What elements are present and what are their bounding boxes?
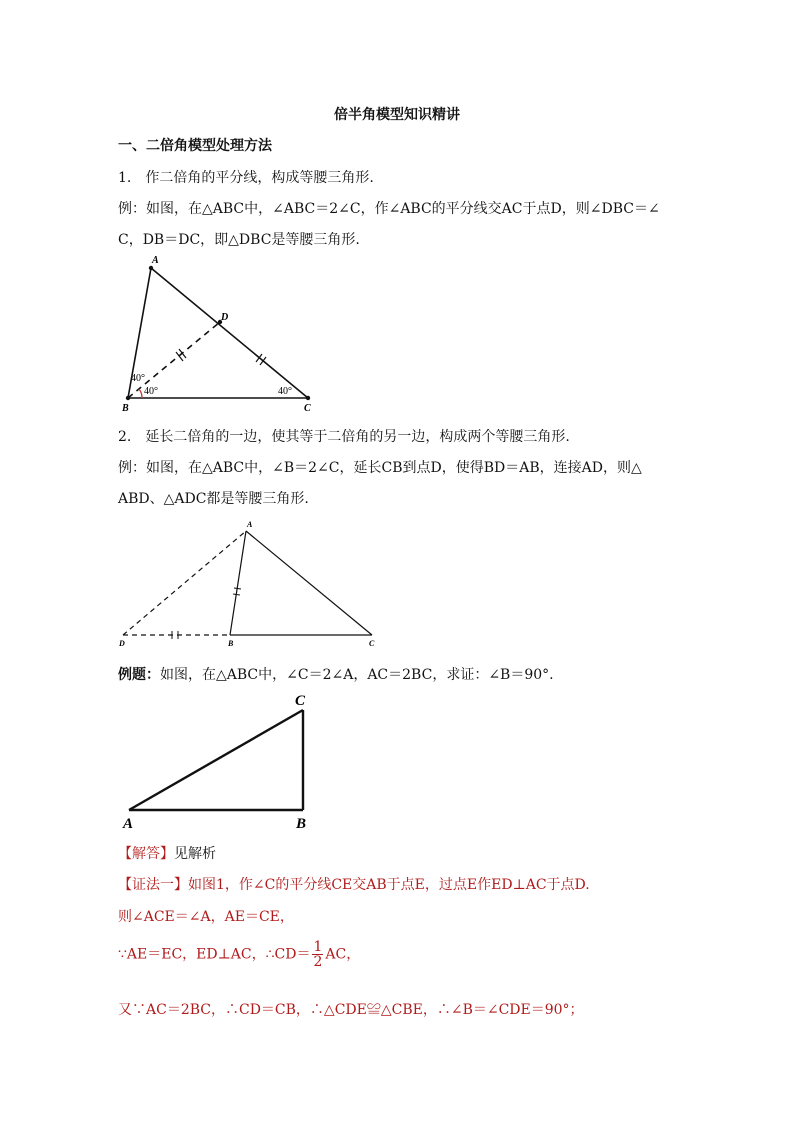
page-title: 倍半角模型知识精讲 [334, 107, 460, 123]
label-a: A [247, 520, 253, 529]
label-b: B [122, 403, 129, 414]
proof-1-tag: 【证法一】 [118, 877, 188, 893]
label-c: C [369, 639, 375, 648]
proof-1-line-2: 则∠ACE＝∠A，AE＝CE， [118, 909, 294, 925]
angle-b-lower: 40° [144, 386, 158, 397]
section-heading: 一、二倍角模型处理方法 [118, 138, 272, 154]
angle-c: 40° [278, 386, 292, 397]
example-text: 如图，在△ABC中，∠C＝2∠A，AC＝2BC，求证：∠B＝90°. [160, 667, 554, 683]
method-1-text: 1. 作二倍角的平分线，构成等腰三角形. [118, 170, 374, 186]
label-c: C [304, 403, 311, 414]
method-2-text: 2. 延长二倍角的一边，使其等于二倍角的另一边，构成两个等腰三角形. [118, 429, 570, 445]
fraction-numerator: 1 [313, 939, 323, 955]
answer-tag: 【解答】 [118, 846, 174, 862]
answer-text: 见解析 [174, 846, 216, 862]
example-1-line-2: C，DB＝DC，即△DBC是等腰三角形. [118, 232, 360, 248]
label-b: B [296, 816, 307, 832]
proof-1-line-1 [118, 874, 590, 894]
fraction-one-half [312, 940, 323, 969]
label-a: A [123, 816, 134, 832]
label-a: A [152, 255, 159, 266]
proof-1-line-4: 又∵AC＝2BC，∴CD＝CB，∴△CDE≌△CBE，∴∠B＝∠CDE＝90°； [118, 1002, 584, 1018]
label-c: C [295, 693, 306, 709]
label-d: D [119, 639, 125, 648]
angle-b-upper: 40° [131, 373, 145, 384]
label-d: D [221, 312, 229, 323]
proof-1-text: 如图1，作∠C的平分线CE交AB于点E，过点E作ED⊥AC于点D. [188, 877, 590, 893]
fraction-denominator: 2 [313, 954, 323, 970]
example-label: 例题： [118, 667, 160, 683]
example-1-line-1: 例：如图，在△ABC中，∠ABC＝2∠C，作∠ABC的平分线交AC于点D，则∠DBC＝∠ [118, 201, 660, 217]
example-2-line-2: ABD、△ADC都是等腰三角形. [118, 491, 309, 507]
label-b: B [228, 639, 234, 648]
proof-1-line-3 [118, 940, 360, 969]
answer-line [118, 843, 216, 863]
proof-1-line-3-pre: ∵AE＝EC，ED⊥AC，∴CD＝ [118, 946, 311, 963]
example-2-line-1: 例：如图，在△ABC中，∠B＝2∠C，延长CB到点D，使得BD＝AB，连接AD，则△ [118, 460, 642, 476]
edge-ac [129, 710, 303, 810]
proof-1-line-3-post: AC， [325, 946, 361, 963]
